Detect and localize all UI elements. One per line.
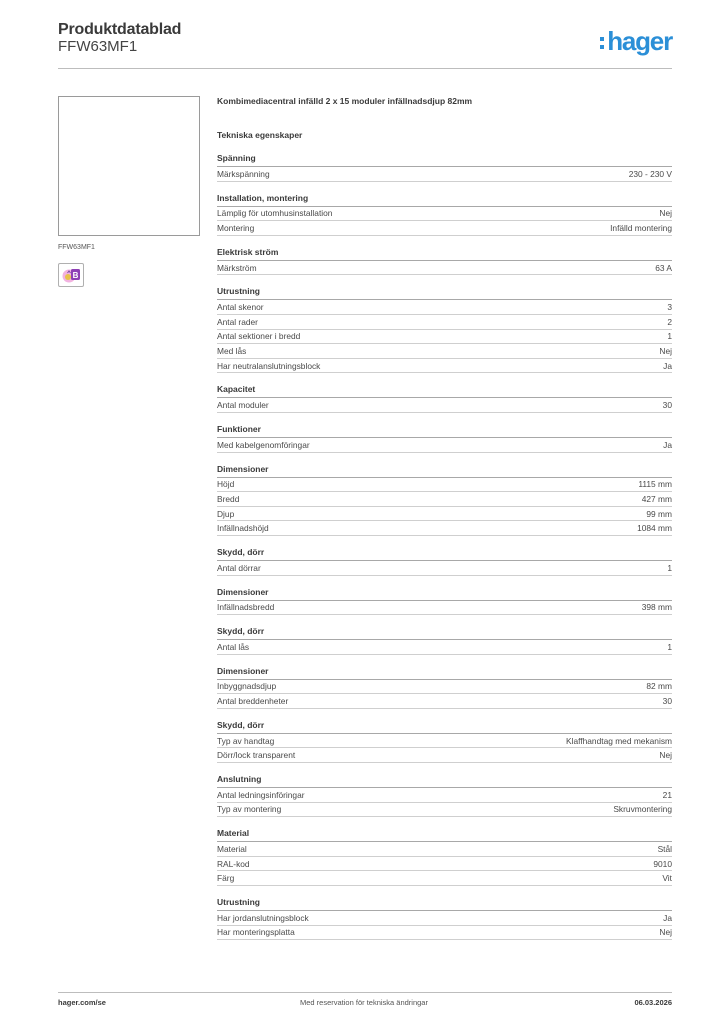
header-divider (58, 68, 672, 69)
spec-label: Märkspänning (217, 168, 270, 179)
spec-group-title: Utrustning (217, 897, 672, 911)
spec-group (217, 464, 672, 536)
spec-group-title: Dimensioner (217, 464, 672, 478)
spec-group (217, 897, 672, 940)
spec-row (217, 221, 672, 236)
spec-group (217, 153, 672, 182)
spec-value: Nej (659, 345, 672, 356)
spec-group-title: Funktioner (217, 424, 672, 438)
spec-label: Antal rader (217, 316, 258, 327)
spec-group-title: Kapacitet (217, 384, 672, 398)
product-code: FFW63MF1 (58, 38, 138, 55)
spec-label: Infällnadsbredd (217, 602, 275, 613)
spec-label: Djup (217, 508, 235, 519)
spec-group-title: Skydd, dörr (217, 720, 672, 734)
spec-value: 3 (667, 302, 672, 313)
spec-group-title: Spänning (217, 153, 672, 167)
spec-label: Typ av handtag (217, 735, 275, 746)
spec-row (217, 871, 672, 886)
spec-label: Har jordanslutningsblock (217, 912, 309, 923)
footer-website: hager.com/se (58, 998, 106, 1007)
spec-group-title: Material (217, 828, 672, 842)
spec-label: Antal ledningsinföringar (217, 789, 305, 800)
spec-row (217, 478, 672, 493)
spec-value: Skruvmontering (613, 804, 672, 815)
spec-group (217, 587, 672, 616)
spec-group-title: Installation, montering (217, 193, 672, 207)
spec-value: Vit (662, 873, 672, 884)
spec-group (217, 828, 672, 886)
logo-wordmark: hager (607, 26, 672, 56)
spec-row (217, 601, 672, 616)
spec-label: Montering (217, 222, 255, 233)
spec-value: Klaffhandtag med mekanism (566, 735, 672, 746)
spec-label: Antal breddenheter (217, 696, 289, 707)
spec-row (217, 438, 672, 453)
spec-value: 99 mm (646, 508, 672, 519)
spec-label: Färg (217, 873, 235, 884)
spec-label: Har neutralanslutningsblock (217, 360, 321, 371)
spec-value: 427 mm (641, 493, 672, 504)
spec-group-title: Skydd, dörr (217, 547, 672, 561)
spec-group (217, 774, 672, 817)
spec-group (217, 424, 672, 453)
spec-value: Ja (663, 439, 672, 450)
spec-group-title: Elektrisk ström (217, 247, 672, 261)
spec-row (217, 842, 672, 857)
spec-row (217, 167, 672, 182)
spec-row (217, 398, 672, 413)
spec-value: 1 (667, 562, 672, 573)
spec-label: Antal moduler (217, 400, 269, 411)
footer-divider (58, 992, 672, 993)
spec-label: Antal sektioner i bredd (217, 331, 301, 342)
page-title: Produktdatablad (58, 21, 182, 38)
spec-label: Infällnadshöjd (217, 523, 269, 534)
spec-row (217, 926, 672, 941)
spec-label: Har monteringsplatta (217, 927, 295, 938)
spec-row (217, 492, 672, 507)
spec-label: Antal dörrar (217, 562, 261, 573)
spec-label: Antal skenor (217, 302, 264, 313)
spec-label: Dörr/lock transparent (217, 750, 296, 761)
image-caption: FFW63MF1 (58, 244, 95, 251)
spec-label: Märkström (217, 262, 257, 273)
spec-group (217, 666, 672, 709)
spec-row (217, 330, 672, 345)
spec-label: Med lås (217, 345, 247, 356)
energy-label-b-icon (58, 263, 84, 287)
spec-group (217, 547, 672, 576)
spec-value: 1115 mm (638, 479, 672, 490)
spec-value: Ja (663, 912, 672, 923)
spec-row (217, 911, 672, 926)
hager-logo (600, 28, 672, 54)
spec-row (217, 521, 672, 536)
product-description: Kombimediacentral infälld 2 x 15 moduler infällnadsdjup 82mm (217, 96, 473, 106)
spec-value: Stål (657, 844, 672, 855)
spec-label: Lämplig för utomhusinstallation (217, 208, 333, 219)
section-title: Tekniska egenskaper (217, 130, 303, 140)
product-image (58, 96, 200, 236)
spec-group (217, 247, 672, 276)
spec-group-title: Skydd, dörr (217, 626, 672, 640)
spec-value: Infälld montering (610, 222, 672, 233)
spec-group (217, 626, 672, 655)
spec-groups (217, 153, 672, 940)
spec-label: Höjd (217, 479, 235, 490)
spec-value: Nej (659, 927, 672, 938)
spec-row (217, 748, 672, 763)
spec-label: Typ av montering (217, 804, 282, 815)
spec-value: 21 (662, 789, 672, 800)
logo-dots (600, 37, 604, 49)
spec-row (217, 507, 672, 522)
spec-row (217, 359, 672, 374)
spec-group-title: Utrustning (217, 286, 672, 300)
spec-row (217, 300, 672, 315)
badge-letter: B (72, 271, 79, 280)
spec-label: Antal lås (217, 641, 250, 652)
spec-row (217, 788, 672, 803)
spec-value: 2 (667, 316, 672, 327)
spec-value: 1 (667, 331, 672, 342)
spec-value: 398 mm (641, 602, 672, 613)
spec-label: RAL-kod (217, 858, 250, 869)
spec-value: Nej (659, 208, 672, 219)
footer-disclaimer: Med reservation för tekniska ändringar (300, 998, 428, 1007)
spec-value: 63 A (655, 262, 672, 273)
spec-value: 1 (667, 641, 672, 652)
spec-group-title: Dimensioner (217, 666, 672, 680)
spec-value: 9010 (653, 858, 672, 869)
spec-label: Material (217, 844, 247, 855)
spec-label: Inbyggnadsdjup (217, 681, 277, 692)
footer-date: 06.03.2026 (634, 998, 672, 1007)
spec-label: Bredd (217, 493, 240, 504)
spec-group (217, 384, 672, 413)
spec-row (217, 694, 672, 709)
spec-sheet (217, 96, 672, 940)
spec-value: 30 (662, 400, 672, 411)
spec-row (217, 207, 672, 222)
spec-row (217, 315, 672, 330)
spec-group (217, 193, 672, 236)
spec-value: Nej (659, 750, 672, 761)
spec-row (217, 734, 672, 749)
spec-row (217, 857, 672, 872)
spec-value: 230 - 230 V (628, 168, 672, 179)
spec-row (217, 344, 672, 359)
spec-group-title: Dimensioner (217, 587, 672, 601)
spec-row (217, 261, 672, 276)
spec-row (217, 561, 672, 576)
spec-row (217, 680, 672, 695)
spec-group (217, 286, 672, 373)
spec-label: Med kabelgenomföringar (217, 439, 310, 450)
spec-group (217, 720, 672, 763)
spec-row (217, 803, 672, 818)
spec-value: 82 mm (646, 681, 672, 692)
spec-value: Ja (663, 360, 672, 371)
spec-value: 1084 mm (637, 523, 672, 534)
spec-group-title: Anslutning (217, 774, 672, 788)
spec-row (217, 640, 672, 655)
spec-value: 30 (662, 696, 672, 707)
